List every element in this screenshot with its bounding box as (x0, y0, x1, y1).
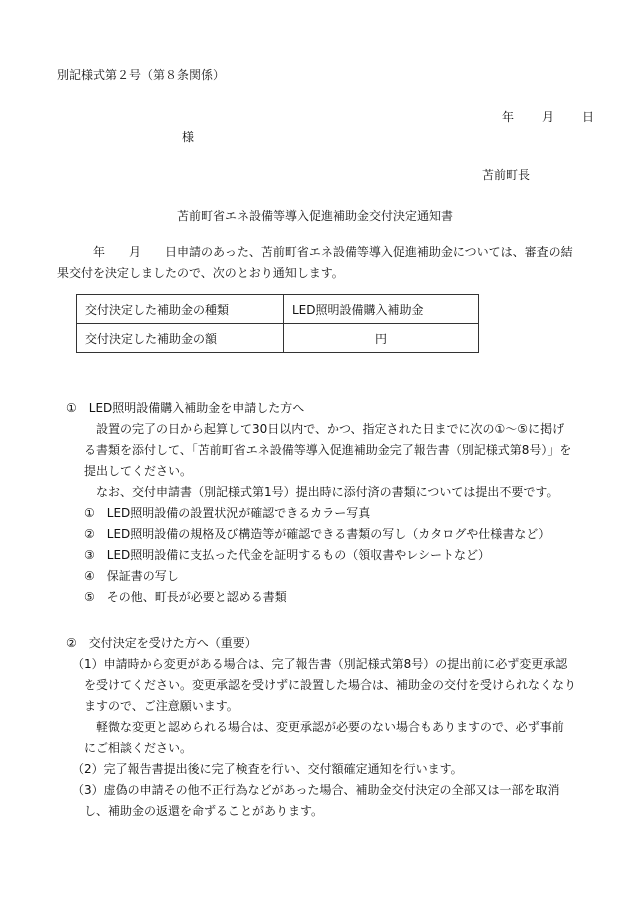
subsidy-amount-label: 交付決定した補助金の額 (77, 324, 284, 353)
recipient-suffix: 様 (182, 130, 195, 144)
list-item: ③ LED照明設備に支払った代金を証明するもの（領収書やレシートなど） (84, 548, 490, 562)
date-day: 日 (582, 110, 595, 124)
form-label (57, 66, 225, 83)
section-1 (66, 398, 606, 608)
intro-line-1: 年 月 日申請のあった、苫前町省エネ設備等導入促進補助金については、審査の結 (57, 245, 573, 259)
section-1-para-line-1: 設置の完了の日から起算して30日以内で、かつ、指定された日までに次の①～⑤に掲げ (84, 422, 565, 436)
subsidy-type-label: 交付決定した補助金の種類 (77, 295, 284, 324)
note-3-line-2: し、補助金の返還を命ずることがあります。 (84, 804, 324, 818)
note-2: （2）完了報告書提出後に完了検査を行い、交付額確定通知を行います。 (72, 762, 463, 776)
section-2-heading: ② 交付決定を受けた方へ（重要） (66, 636, 257, 650)
note-1-line-3: ますので、ご注意願います。 (84, 699, 239, 713)
note-1-line-4: 軽微な変更と認められる場合は、変更承認が必要のない場合もありますので、必ず事前 (84, 720, 564, 734)
intro-paragraph (57, 242, 602, 284)
form-article-ref: （第８条関係） (141, 68, 226, 82)
section-1-note: なお、交付申請書（別記様式第1号）提出時に添付済の書類については提出不要です。 (84, 485, 559, 499)
document-title: 苫前町省エネ設備等導入促進補助金交付決定通知書 (176, 209, 453, 223)
intro-line-2: 果交付を決定しましたので、次のとおり通知します。 (57, 266, 344, 280)
note-1-line-2: を受けてください。変更承認を受けずに設置した場合は、補助金の交付を受けられなくなり (84, 678, 577, 692)
list-item: ⑤ その他、町長が必要と認める書類 (84, 590, 287, 604)
note-1-line-1: （1）申請時から変更がある場合は、完了報告書（別記様式第8号）の提出前に必ず変更承認 (72, 657, 568, 671)
form-number: 別記様式第２号 (57, 68, 142, 82)
section-1-heading: ① LED照明設備購入補助金を申請した方へ (66, 401, 305, 415)
section-2 (66, 633, 606, 822)
note-1-line-5: にご相談ください。 (84, 741, 193, 755)
sender-name: 苫前町長 (482, 168, 531, 182)
section-1-para-line-3: 提出してください。 (84, 464, 193, 478)
section-1-para-line-2: る書類を添付して、「苫前町省エネ設備等導入促進補助金完了報告書（別記様式第8号）」を (84, 443, 572, 457)
subsidy-amount-value: 円 (284, 324, 479, 353)
list-item: ② LED照明設備の規格及び構造等が確認できる書類の写し（カタログや仕様書など） (84, 527, 551, 541)
date-line (502, 108, 594, 125)
date-month: 月 (542, 110, 555, 124)
date-year: 年 (502, 110, 515, 124)
subsidy-type-value: LED照明設備購入補助金 (284, 295, 479, 324)
note-3-line-1: （3）虚偽の申請その他不正行為などがあった場合、補助金交付決定の全部又は一部を取消 (72, 783, 560, 797)
table-row (77, 324, 479, 353)
list-item: ① LED照明設備の設置状況が確認できるカラー写真 (84, 506, 371, 520)
table-row (77, 295, 479, 324)
subsidy-info-table (76, 294, 479, 353)
list-item: ④ 保証書の写し (84, 569, 179, 583)
